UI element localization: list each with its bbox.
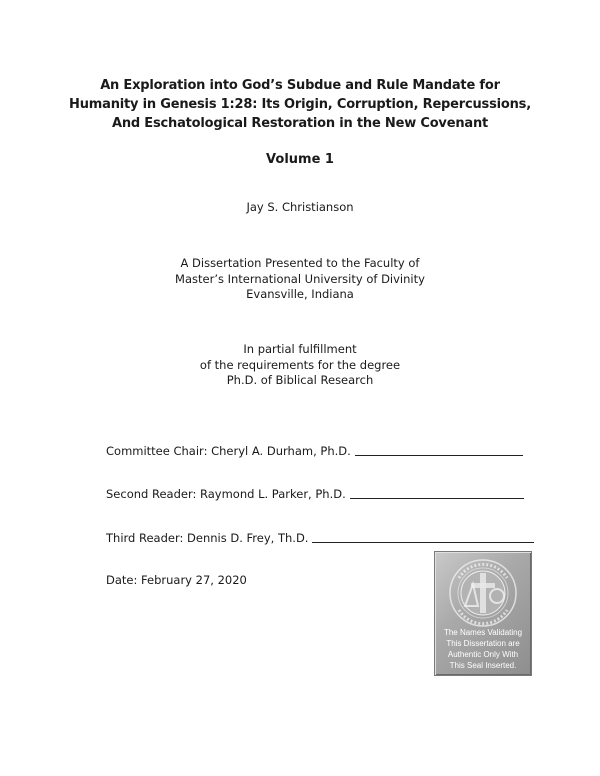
title-line-3: And Eschatological Restoration in the New Covenant (111, 116, 489, 131)
second-reader-label: Second Reader: Raymond L. Parker, Ph.D. (106, 487, 346, 501)
title-line-1: An Exploration into God’s Subdue and Rule Mandate for (100, 78, 500, 93)
title-line-2: Humanity in Genesis 1:28: Its Origin, Corruption, Repercussions, (69, 97, 531, 112)
presented-line-1: A Dissertation Presented to the Faculty of (180, 256, 420, 270)
seal-caption-line-2: This Dissertation are (446, 639, 520, 648)
presented-line-3: Evansville, Indiana (246, 287, 354, 301)
third-reader-signature-line (106, 531, 534, 545)
fulfillment-statement (0, 342, 600, 389)
committee-chair-label: Committee Chair: Cheryl A. Durham, Ph.D. (106, 444, 351, 458)
third-reader-label: Third Reader: Dennis D. Frey, Th.D. (106, 531, 309, 545)
fulfillment-line-3: Ph.D. of Biblical Research (226, 373, 374, 387)
university-seal (434, 551, 532, 676)
seal-caption-line-1: The Names Validating (443, 628, 523, 637)
seal-caption-line-3: Authentic Only With (447, 650, 519, 659)
author-name: Jay S. Christianson (246, 200, 354, 214)
committee-chair-signature-line (106, 444, 523, 458)
fulfillment-line-2: of the requirements for the degree (199, 357, 401, 372)
second-reader-signature-line (106, 487, 524, 501)
seal-emblem-icon (445, 558, 521, 628)
seal-caption (435, 627, 531, 671)
seal-caption-line-4: This Seal Inserted. (449, 661, 517, 670)
volume-label: Volume 1 (266, 152, 334, 167)
presented-line-2: Master’s International University of Divinity (175, 271, 425, 286)
fulfillment-line-1: In partial fulfillment (243, 342, 357, 356)
signature-rule (312, 541, 534, 543)
signature-rule (355, 454, 523, 456)
signature-rule (350, 497, 524, 499)
dissertation-title (60, 76, 540, 133)
presentation-statement (0, 256, 600, 303)
dissertation-date: Date: February 27, 2020 (106, 573, 247, 587)
